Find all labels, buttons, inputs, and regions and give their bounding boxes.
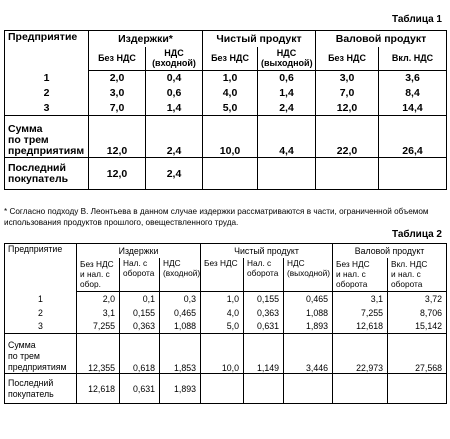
table2-row-label: 2 <box>38 307 43 318</box>
table1-sub-0: Без НДС <box>89 47 146 71</box>
table1-caption: Таблица 1 <box>391 14 442 25</box>
table1-row-label: 3 <box>5 101 89 116</box>
table1-cell: 2,4 <box>146 158 203 190</box>
table1-row-label: 2 <box>43 87 50 99</box>
table2-cell: 0,618 <box>120 334 160 374</box>
table1-row <box>5 158 447 190</box>
table2-cell: 0,3 <box>160 292 201 306</box>
table1-cell: 2,0 <box>89 71 146 86</box>
table2-cell: 0,465 <box>284 292 333 306</box>
table1-cell: 3,0 <box>316 71 379 86</box>
table2-cell: 15,142 <box>388 320 447 334</box>
table2-cell: 3,446 <box>284 334 333 374</box>
table1-cell: 8,4 <box>379 86 447 101</box>
table1-header-costs: Издержки* <box>89 31 203 47</box>
table1-cell: 22,0 <box>316 116 379 158</box>
table1-sub-3: НДС (выходной) <box>258 47 316 71</box>
table2-cell: 12,355 <box>77 334 120 374</box>
table1-cell: 12,0 <box>89 116 146 158</box>
table2-cell: 1,088 <box>284 306 333 320</box>
table1-cell <box>379 158 447 190</box>
table2-cell <box>388 374 447 404</box>
table2-cell: 3,1 <box>333 292 388 306</box>
table2-header-enterprise: Предприятие <box>8 244 63 254</box>
table1-cell: 3,6 <box>379 71 447 86</box>
table2-cell: 0,155 <box>120 306 160 320</box>
table2-cell: 0,631 <box>244 320 284 334</box>
table2-cell: 0,155 <box>244 292 284 306</box>
table2-sub-2: НДС (входной) <box>160 258 201 292</box>
table2-cell: 7,255 <box>77 320 120 334</box>
table2-sub-7: Вкл. НДС и нал. с оборота <box>388 258 447 292</box>
table1-cell: 4,0 <box>203 86 258 101</box>
table1-row <box>5 101 447 116</box>
table2-cell: 2,0 <box>77 292 120 306</box>
table1-header-gross-product: Валовой продукт <box>316 31 447 47</box>
footnote: * Согласно подходу В. Леонтьева в данном случае издержки рассматриваются в части, ограниченной объемом использования продуктов прошлого, овеществленного труда. <box>4 207 429 227</box>
table1-cell: 1,4 <box>146 101 203 116</box>
table1-cell: 26,4 <box>379 116 447 158</box>
table2-cell: 1,853 <box>160 334 201 374</box>
table2-cell: 12,618 <box>77 374 120 404</box>
table2 <box>4 243 447 404</box>
table2-cell: 1,893 <box>160 374 201 404</box>
table2-header-costs: Издержки <box>77 244 201 258</box>
table2-cell: 3,1 <box>77 306 120 320</box>
table2-sub-6: Без НДС и нал. с оборота <box>333 258 388 292</box>
table2-cell: 0,1 <box>120 292 160 306</box>
table1-group-header <box>5 31 447 47</box>
table1-cell: 1,4 <box>258 86 316 101</box>
table2-cell: 8,706 <box>388 306 447 320</box>
table2-cell: 27,568 <box>388 334 447 374</box>
table2-header-gross-product: Валовой продукт <box>333 244 447 258</box>
table1-sub-5: Вкл. НДС <box>379 47 447 71</box>
table2-row <box>5 334 447 374</box>
table2-cell: 1,149 <box>244 334 284 374</box>
table2-cell: 1,088 <box>160 320 201 334</box>
table1-row <box>5 86 447 101</box>
table1-cell: 0,6 <box>146 86 203 101</box>
table2-cell: 3,72 <box>388 292 447 306</box>
table2-row-label: Последний покупатель <box>8 377 54 399</box>
table1-header-enterprise: Предприятие <box>8 31 78 43</box>
table2-row <box>5 374 447 404</box>
table2-cell: 1,893 <box>284 320 333 334</box>
table2-sub-0: Без НДС и нал. с обор. <box>77 258 120 292</box>
table2-row <box>5 292 447 306</box>
table1-row <box>5 116 447 158</box>
table1-sub-2: Без НДС <box>203 47 258 71</box>
table2-cell: 0,631 <box>120 374 160 404</box>
table1-cell <box>258 158 316 190</box>
table1-cell: 12,0 <box>89 158 146 190</box>
table2-cell <box>201 374 244 404</box>
table2-cell: 0,363 <box>244 306 284 320</box>
table1-cell: 4,4 <box>258 116 316 158</box>
table1 <box>4 30 447 190</box>
table2-sub-4: Нал. с оборота <box>244 258 284 292</box>
table2-cell: 5,0 <box>201 320 244 334</box>
table1-sub-1: НДС (входной) <box>146 47 203 71</box>
table1-cell: 2,4 <box>146 116 203 158</box>
table1-row <box>5 71 447 86</box>
table2-cell <box>333 374 388 404</box>
table1-cell: 5,0 <box>203 101 258 116</box>
table1-cell: 12,0 <box>316 101 379 116</box>
table2-row-label: Сумма по трем предприятиям <box>5 334 77 374</box>
table2-cell: 22,973 <box>333 334 388 374</box>
table1-row-label: Последний покупатель <box>8 161 69 185</box>
table1-cell: 3,0 <box>89 86 146 101</box>
table1-cell: 10,0 <box>203 116 258 158</box>
table2-cell <box>284 374 333 404</box>
table1-header-net-product: Чистый продукт <box>203 31 316 47</box>
table2-group-header <box>5 244 447 258</box>
table2-row <box>5 306 447 320</box>
table2-cell: 12,618 <box>333 320 388 334</box>
table1-cell <box>203 158 258 190</box>
table2-caption: Таблица 2 <box>391 229 442 240</box>
table1-row-label: 1 <box>43 72 50 84</box>
table1-cell: 7,0 <box>316 86 379 101</box>
table2-sub-3: Без НДС <box>201 258 244 292</box>
table1-cell: 7,0 <box>89 101 146 116</box>
table2-cell: 10,0 <box>201 334 244 374</box>
table1-cell: 14,4 <box>379 101 447 116</box>
table2-cell: 7,255 <box>333 306 388 320</box>
table2-row <box>5 320 447 334</box>
table2-cell: 0,465 <box>160 306 201 320</box>
table2-cell: 4,0 <box>201 306 244 320</box>
table2-sub-1: Нал. с оборота <box>120 258 160 292</box>
table2-row-label: 3 <box>5 320 77 334</box>
table1-row-label: Сумма по трем предприятиям <box>5 116 89 158</box>
table1-sub-4: Без НДС <box>316 47 379 71</box>
table1-cell: 0,6 <box>258 71 316 86</box>
table2-cell: 0,363 <box>120 320 160 334</box>
table2-cell: 1,0 <box>201 292 244 306</box>
table1-cell: 2,4 <box>258 101 316 116</box>
table1-cell <box>316 158 379 190</box>
table2-row-label: 1 <box>38 293 43 304</box>
table2-header-net-product: Чистый продукт <box>201 244 333 258</box>
table2-cell <box>244 374 284 404</box>
table1-cell: 0,4 <box>146 71 203 86</box>
table2-sub-5: НДС (выходной) <box>284 258 333 292</box>
table1-cell: 1,0 <box>203 71 258 86</box>
